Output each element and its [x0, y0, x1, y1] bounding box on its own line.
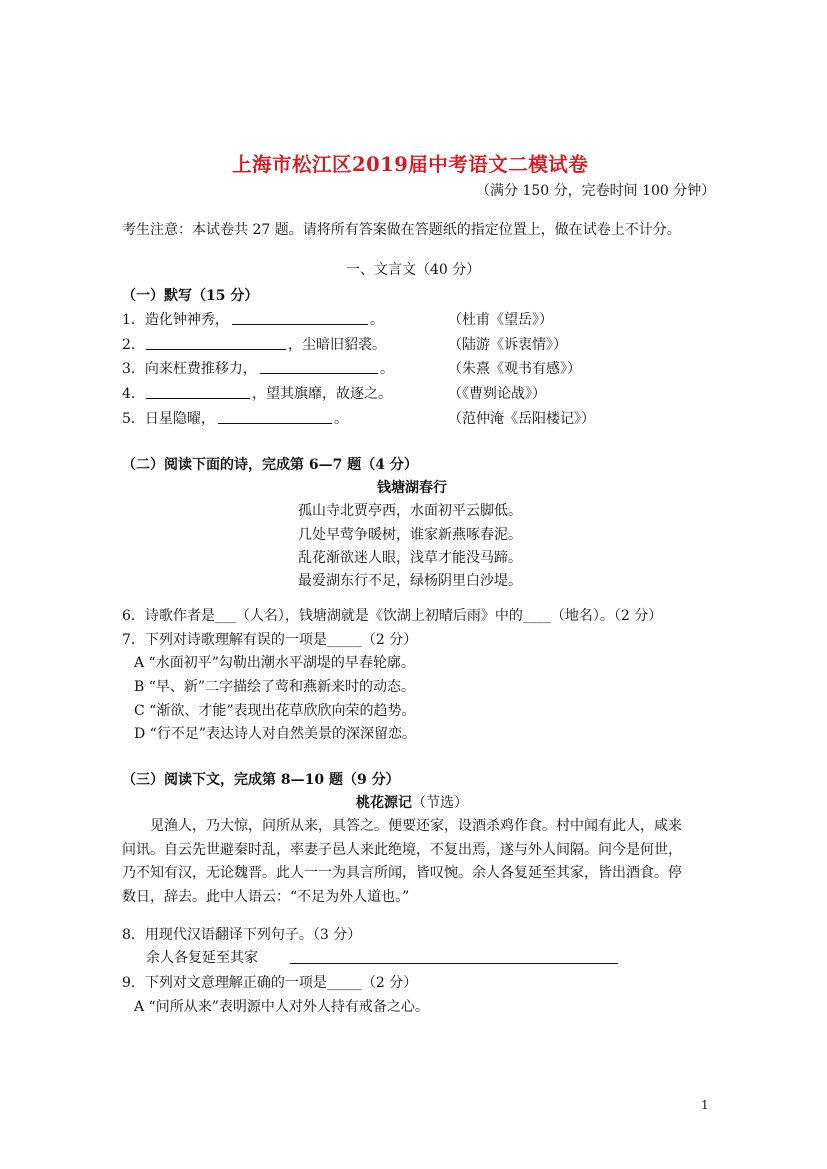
source-citation: （杜甫《望岳》） [448, 312, 553, 328]
fill-item-text: 1．造化钟神秀， [122, 312, 229, 328]
passage-line: 乃不知有汉，无论魏晋。此人一一为具言所闻，皆叹惋。余人各复延至其家，皆出酒食。停 [122, 865, 682, 881]
option-c[interactable]: C “渐欲、才能”表现出花草欣欣向荣的趋势。 [134, 703, 416, 719]
part3-heading: （三）阅读下文，完成第 8—10 题（9 分） [122, 772, 400, 788]
passage-line: 数日，辞去。此中人语云：“不足为外人道也。” [122, 889, 410, 905]
question-9: 9．下列对文意理解正确的一项是_____（2 分） [122, 975, 418, 991]
passage-title-row [356, 792, 468, 812]
answer-line[interactable] [290, 963, 618, 964]
source-citation: （朱熹《观书有感》） [448, 361, 581, 377]
fill-item-text: 。 [380, 361, 394, 377]
question-8: 8．用现代汉语翻译下列句子。（3 分） [122, 927, 362, 943]
q8-sentence: 余人各复延至其家 [146, 950, 258, 966]
answer-blank[interactable] [146, 398, 250, 399]
fill-item-text: 3．向来枉费推移力， [122, 361, 257, 377]
poem-title: 钱塘湖春行 [377, 480, 447, 496]
fill-item-text: ，望其旗靡，故逐之。 [252, 386, 392, 402]
option-b[interactable]: B “早、新”二字描绘了莺和燕新来时的动态。 [134, 679, 416, 695]
poem-line: 乱花渐欲迷人眼，浅草才能没马蹄。 [298, 550, 522, 566]
passage-line: 问讯。自云先世避秦时乱，率妻子邑人来此绝境，不复出焉，遂与外人间隔。问今是何世， [122, 842, 682, 858]
passage-title: 桃花源记 [356, 795, 412, 811]
page-number: 1 [701, 1098, 709, 1112]
poem-line: 孤山寺北贾亭西，水面初平云脚低。 [298, 503, 522, 519]
question-6: 6．诗歌作者是___（人名），钱塘湖就是《饮湖上初晴后雨》中的____（地名）。（2 分） [122, 608, 663, 624]
part2-heading: （二）阅读下面的诗，完成第 6—7 题（4 分） [122, 457, 418, 473]
passage-line: 见渔人，乃大惊，问所从来，具答之。便要还家，设酒杀鸡作食。村中闻有此人，咸来 [150, 818, 682, 834]
answer-blank[interactable] [232, 324, 368, 325]
fill-item-text: 2． [122, 337, 145, 353]
fill-item-text: 。 [334, 411, 348, 427]
part1-heading: （一）默写（15 分） [122, 288, 259, 304]
poem-line: 几处早莺争暖树，谁家新燕啄春泥。 [298, 527, 522, 543]
q9-option-a[interactable]: A “问所从来”表明源中人对外人持有戒备之心。 [134, 999, 429, 1015]
answer-blank[interactable] [146, 349, 286, 350]
page-title: 上海市松江区2019届中考语文二模试卷 [232, 153, 589, 176]
option-d[interactable]: D “行不足”表达诗人对自然美景的深深留恋。 [134, 726, 416, 742]
option-a[interactable]: A “水面初平”勾勒出潮水平湖堤的早春轮廓。 [134, 655, 415, 671]
source-citation: （范仲淹《岳阳楼记》） [448, 411, 595, 427]
subtitle: （满分 150 分，完卷时间 100 分钟） [476, 183, 716, 199]
question-7: 7．下列对诗歌理解有误的一项是_____（2 分） [122, 632, 418, 648]
poem-line: 最爱湖东行不足，绿杨阴里白沙堤。 [298, 573, 522, 589]
fill-item-text: 。 [370, 312, 384, 328]
passage-note: （节选） [412, 795, 468, 811]
fill-item-text: 4． [122, 386, 145, 402]
source-citation: （《曹刿论战》） [448, 386, 546, 402]
fill-item-text: ，尘暗旧貂裘。 [288, 337, 386, 353]
section-heading: 一、文言文（40 分） [346, 262, 481, 278]
notice: 考生注意：本试卷共 27 题。请将所有答案做在答题纸的指定位置上，做在试卷上不计分。 [122, 222, 681, 238]
answer-blank[interactable] [260, 373, 378, 374]
answer-blank[interactable] [218, 423, 332, 424]
source-citation: （陆游《诉衷情》） [448, 337, 567, 353]
fill-item-text: 5．日星隐曜， [122, 411, 215, 427]
